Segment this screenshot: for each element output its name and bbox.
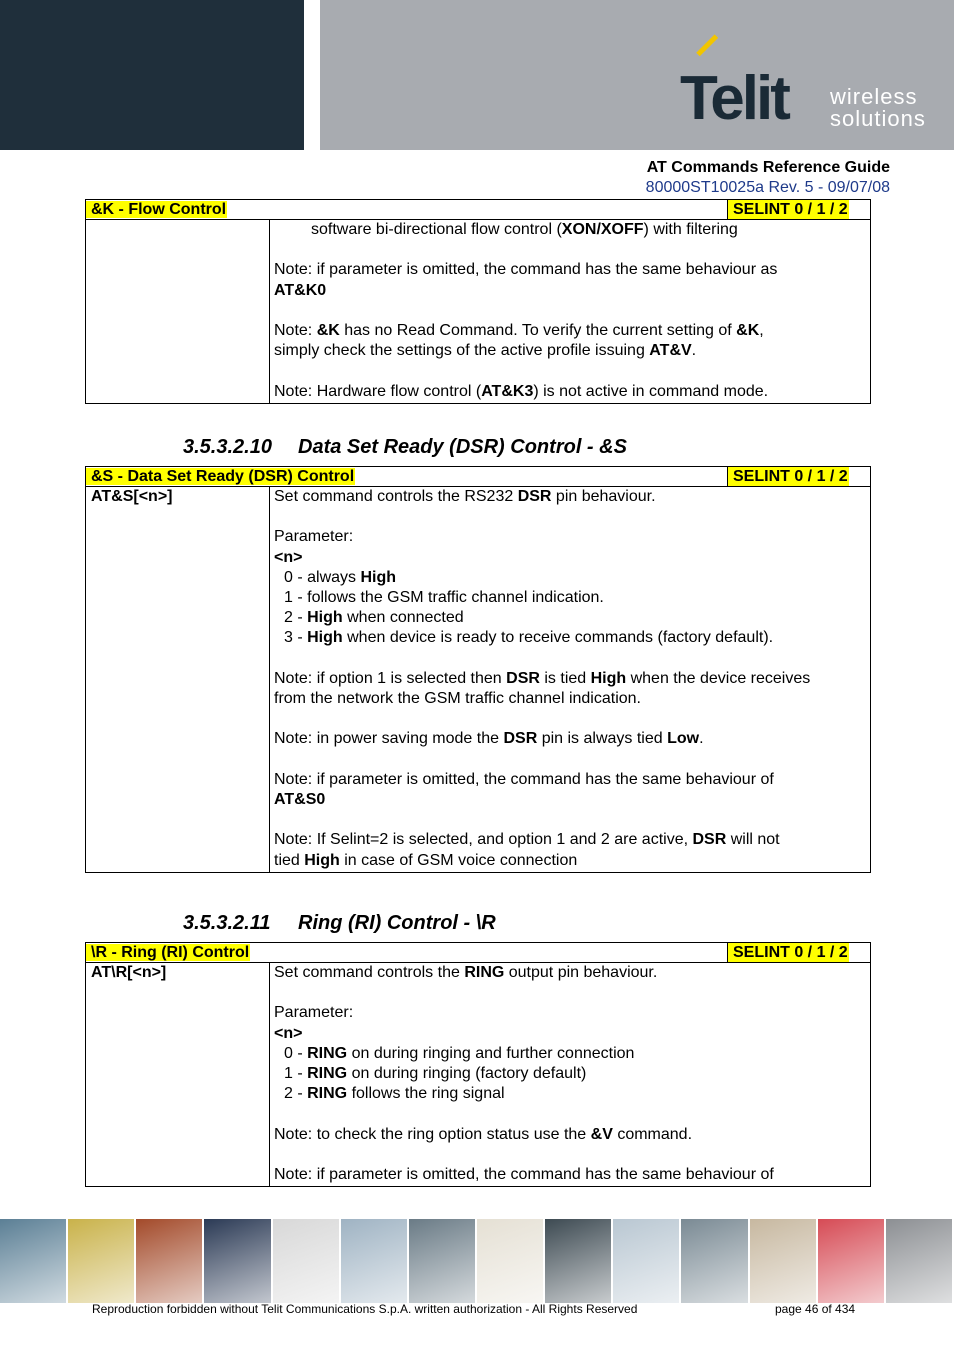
section-heading-dsr: 3.5.3.2.10 Data Set Ready (DSR) Control - &S: [183, 436, 627, 458]
section-heading-ring: 3.5.3.2.11 Ring (RI) Control - \R: [183, 912, 496, 934]
footer-photo-tile: [68, 1219, 136, 1303]
parameter-label: Parameter:: [274, 1004, 354, 1022]
footer-photo-tile: [681, 1219, 749, 1303]
option-0: 0 - RING on during ringing and further connection: [284, 1044, 635, 1062]
selint-badge: SELINT 0 / 1 / 2: [728, 200, 849, 219]
footer-photo-tile: [545, 1219, 613, 1303]
logo-tagline-1: wireless: [830, 84, 918, 109]
command-description: Set command controls the RS232 DSR pin behaviour.: [274, 488, 656, 505]
footer-photo-tile: [613, 1219, 681, 1303]
option-0: 0 - always High: [284, 568, 397, 586]
note-read-command: Note: &K has no Read Command. To verify the current setting of &K,: [274, 321, 764, 339]
selint-badge: SELINT 0 / 1 / 2: [728, 943, 849, 962]
footer-photo-tile: [136, 1219, 204, 1303]
table-title: \R - Ring (RI) Control: [86, 944, 250, 961]
selint-badge: SELINT 0 / 1 / 2: [728, 467, 849, 486]
command-description: Set command controls the RING output pin behaviour.: [274, 964, 658, 981]
note-omitted: Note: if parameter is omitted, the command has the same behaviour of: [274, 770, 774, 788]
doc-title: AT Commands Reference Guide: [646, 159, 890, 176]
footer-photo-tile: [341, 1219, 409, 1303]
footer-photo-tile: [750, 1219, 818, 1303]
telit-logo: Telit: [680, 64, 788, 133]
note-check-status: Note: to check the ring option status use the &V command.: [274, 1125, 693, 1143]
table-flow-control: &K - Flow Control SELINT 0 / 1 / 2 software bi-directional flow control (XON/XOFF) with filtering Note: if parameter is omitted, the command has the same behaviour as AT&K0 Note: &K has no Read Command. To verify the current setting of &K, simply check the settings of the active profile issuing AT&V. Note: Hardware flow control (AT&K3) is not active in command mode.: [85, 199, 871, 404]
note-power-saving: Note: in power saving mode the DSR pin is always tied Low.: [274, 730, 704, 748]
logo-tagline-2: solutions: [830, 106, 926, 131]
flow-option-line: software bi-directional flow control (XON/XOFF) with filtering: [311, 221, 738, 238]
footer-photo-tile: [273, 1219, 341, 1303]
footer-photo-tile: [204, 1219, 272, 1303]
option-3: 3 - High when device is ready to receive commands (factory default).: [284, 629, 774, 647]
note-default-cmd: AT&S0: [274, 790, 326, 808]
footer-photo-strip: [0, 1219, 954, 1303]
doc-revision: 80000ST10025a Rev. 5 - 09/07/08: [645, 179, 890, 196]
parameter-label: Parameter:: [274, 528, 354, 546]
note-default-cmd: AT&K0: [274, 281, 327, 299]
table-dsr-control: &S - Data Set Ready (DSR) Control SELINT 0 / 1 / 2 AT&S[<n>] Set command controls the RS232 DSR pin behaviour. Parameter: <n> 0 - always High 1 - follows the GSM traffic channel indication. 2 - High when connected 3 - High when device is ready to receive commands (factory default). Note: if option 1 is selected then DSR is tied High when the device receives from the network the GSM traffic channel indication. Note: in power saving mode the DSR pin is always tied Low. Note: if parameter is omitted, the command has the same behaviour of AT&S0 Note: If Selint=2 is selected, and option 1 and 2 are active, DSR will not tied High in case of GSM voice connection: [85, 466, 871, 873]
table-title: &K - Flow Control: [86, 201, 227, 218]
footer-photo-tile: [477, 1219, 545, 1303]
parameter-name: <n>: [274, 548, 303, 566]
command-syntax: AT&S[<n>]: [86, 487, 270, 873]
option-2: 2 - RING follows the ring signal: [284, 1085, 505, 1103]
option-1: 1 - RING on during ringing (factory default): [284, 1065, 587, 1082]
note-selint: Note: If Selint=2 is selected, and option 1 and 2 are active, DSR will not: [274, 831, 780, 849]
parameter-name: <n>: [274, 1024, 303, 1042]
table-title: &S - Data Set Ready (DSR) Control: [86, 468, 355, 485]
footer-photo-tile: [0, 1219, 68, 1303]
footer-photo-tile: [886, 1219, 954, 1303]
page-number: page 46 of 434: [775, 1302, 856, 1316]
note-omitted: Note: if parameter is omitted, the command has the same behaviour as: [274, 261, 778, 279]
note-omitted: Note: if parameter is omitted, the command has the same behaviour of: [274, 1165, 774, 1183]
option-2: 2 - High when connected: [284, 609, 464, 627]
footer-copyright: Reproduction forbidden without Telit Communications S.p.A. written authorization - All Rights Reserved: [92, 1302, 638, 1316]
option-1: 1 - follows the GSM traffic channel indication.: [284, 589, 604, 606]
command-syntax: AT\R[<n>]: [86, 963, 270, 1187]
footer-photo-tile: [818, 1219, 886, 1303]
note-hardware-flow: Note: Hardware flow control (AT&K3) is not active in command mode.: [274, 382, 769, 400]
table-ring-control: [85, 942, 871, 1187]
footer-photo-tile: [409, 1219, 477, 1303]
note-option-1: Note: if option 1 is selected then DSR is tied High when the device receives: [274, 669, 811, 687]
header-dark-panel: [0, 0, 304, 150]
